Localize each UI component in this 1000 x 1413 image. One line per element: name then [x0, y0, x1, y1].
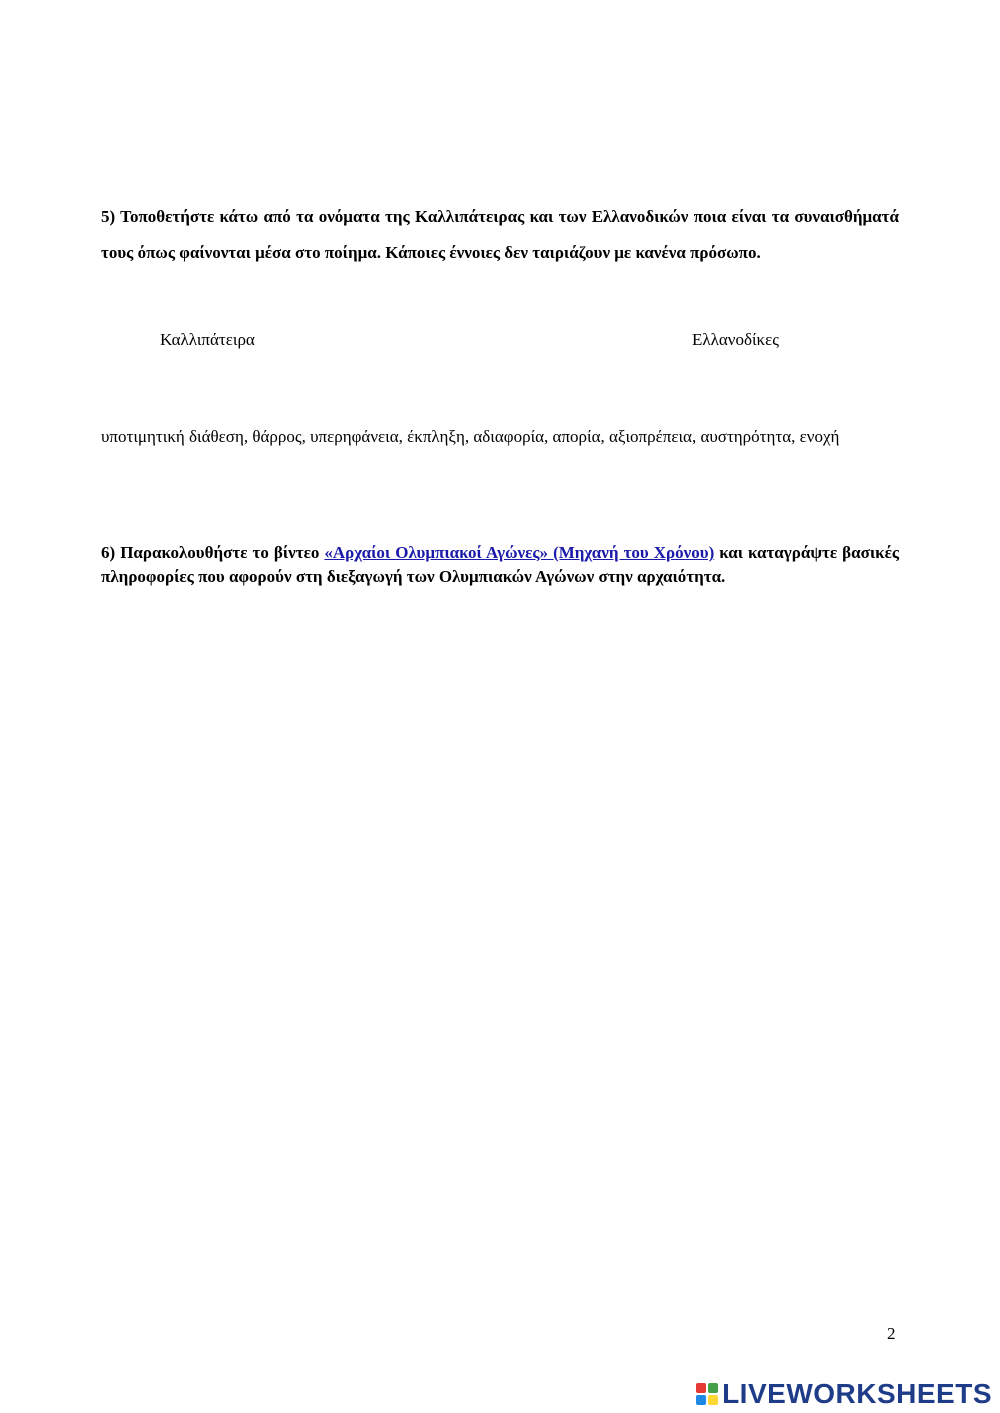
page-number: 2	[887, 1324, 896, 1343]
question-6-instructions	[101, 541, 899, 589]
column-label-ellanodikes: Ελλανοδίκες	[692, 330, 779, 349]
logo-square-1	[696, 1383, 706, 1393]
logo-square-4	[708, 1395, 718, 1405]
logo-icon	[696, 1383, 718, 1405]
logo-square-2	[708, 1383, 718, 1393]
column-label-kallipateira: Καλλιπάτειρα	[160, 330, 255, 349]
question-6-suffix: και καταγράψτε βασικές πληροφορίες που αφορούν στη διεξαγωγή των Ολυμπιακών Αγώνων στην αρχαιότητα.	[101, 543, 900, 586]
logo-square-3	[696, 1395, 706, 1405]
word-bank: υποτιμητική διάθεση, θάρρος, υπερηφάνεια, έκπληξη, αδιαφορία, απορία, αξιοπρέπεια, αυστηρότητα, ενοχή	[101, 427, 840, 446]
liveworksheets-logo	[696, 1378, 992, 1410]
brand-name: LIVEWORKSHEETS	[722, 1378, 992, 1409]
question-6-prefix: 6) Παρακολουθήστε το βίντεο	[101, 543, 320, 562]
video-link[interactable]: «Αρχαίοι Ολυμπιακοί Αγώνες» (Μηχανή του Χρόνου)	[324, 543, 715, 562]
question-5-instructions: 5) Τοποθετήστε κάτω από τα ονόματα της Καλλιπάτειρας και των Ελλανοδικών ποια είναι τα συναισθήματά τους όπως φαίνονται μέσα στο ποίημα. Κάποιες έννοιες δεν ταιριάζουν με κανένα πρόσωπο.	[101, 207, 899, 262]
